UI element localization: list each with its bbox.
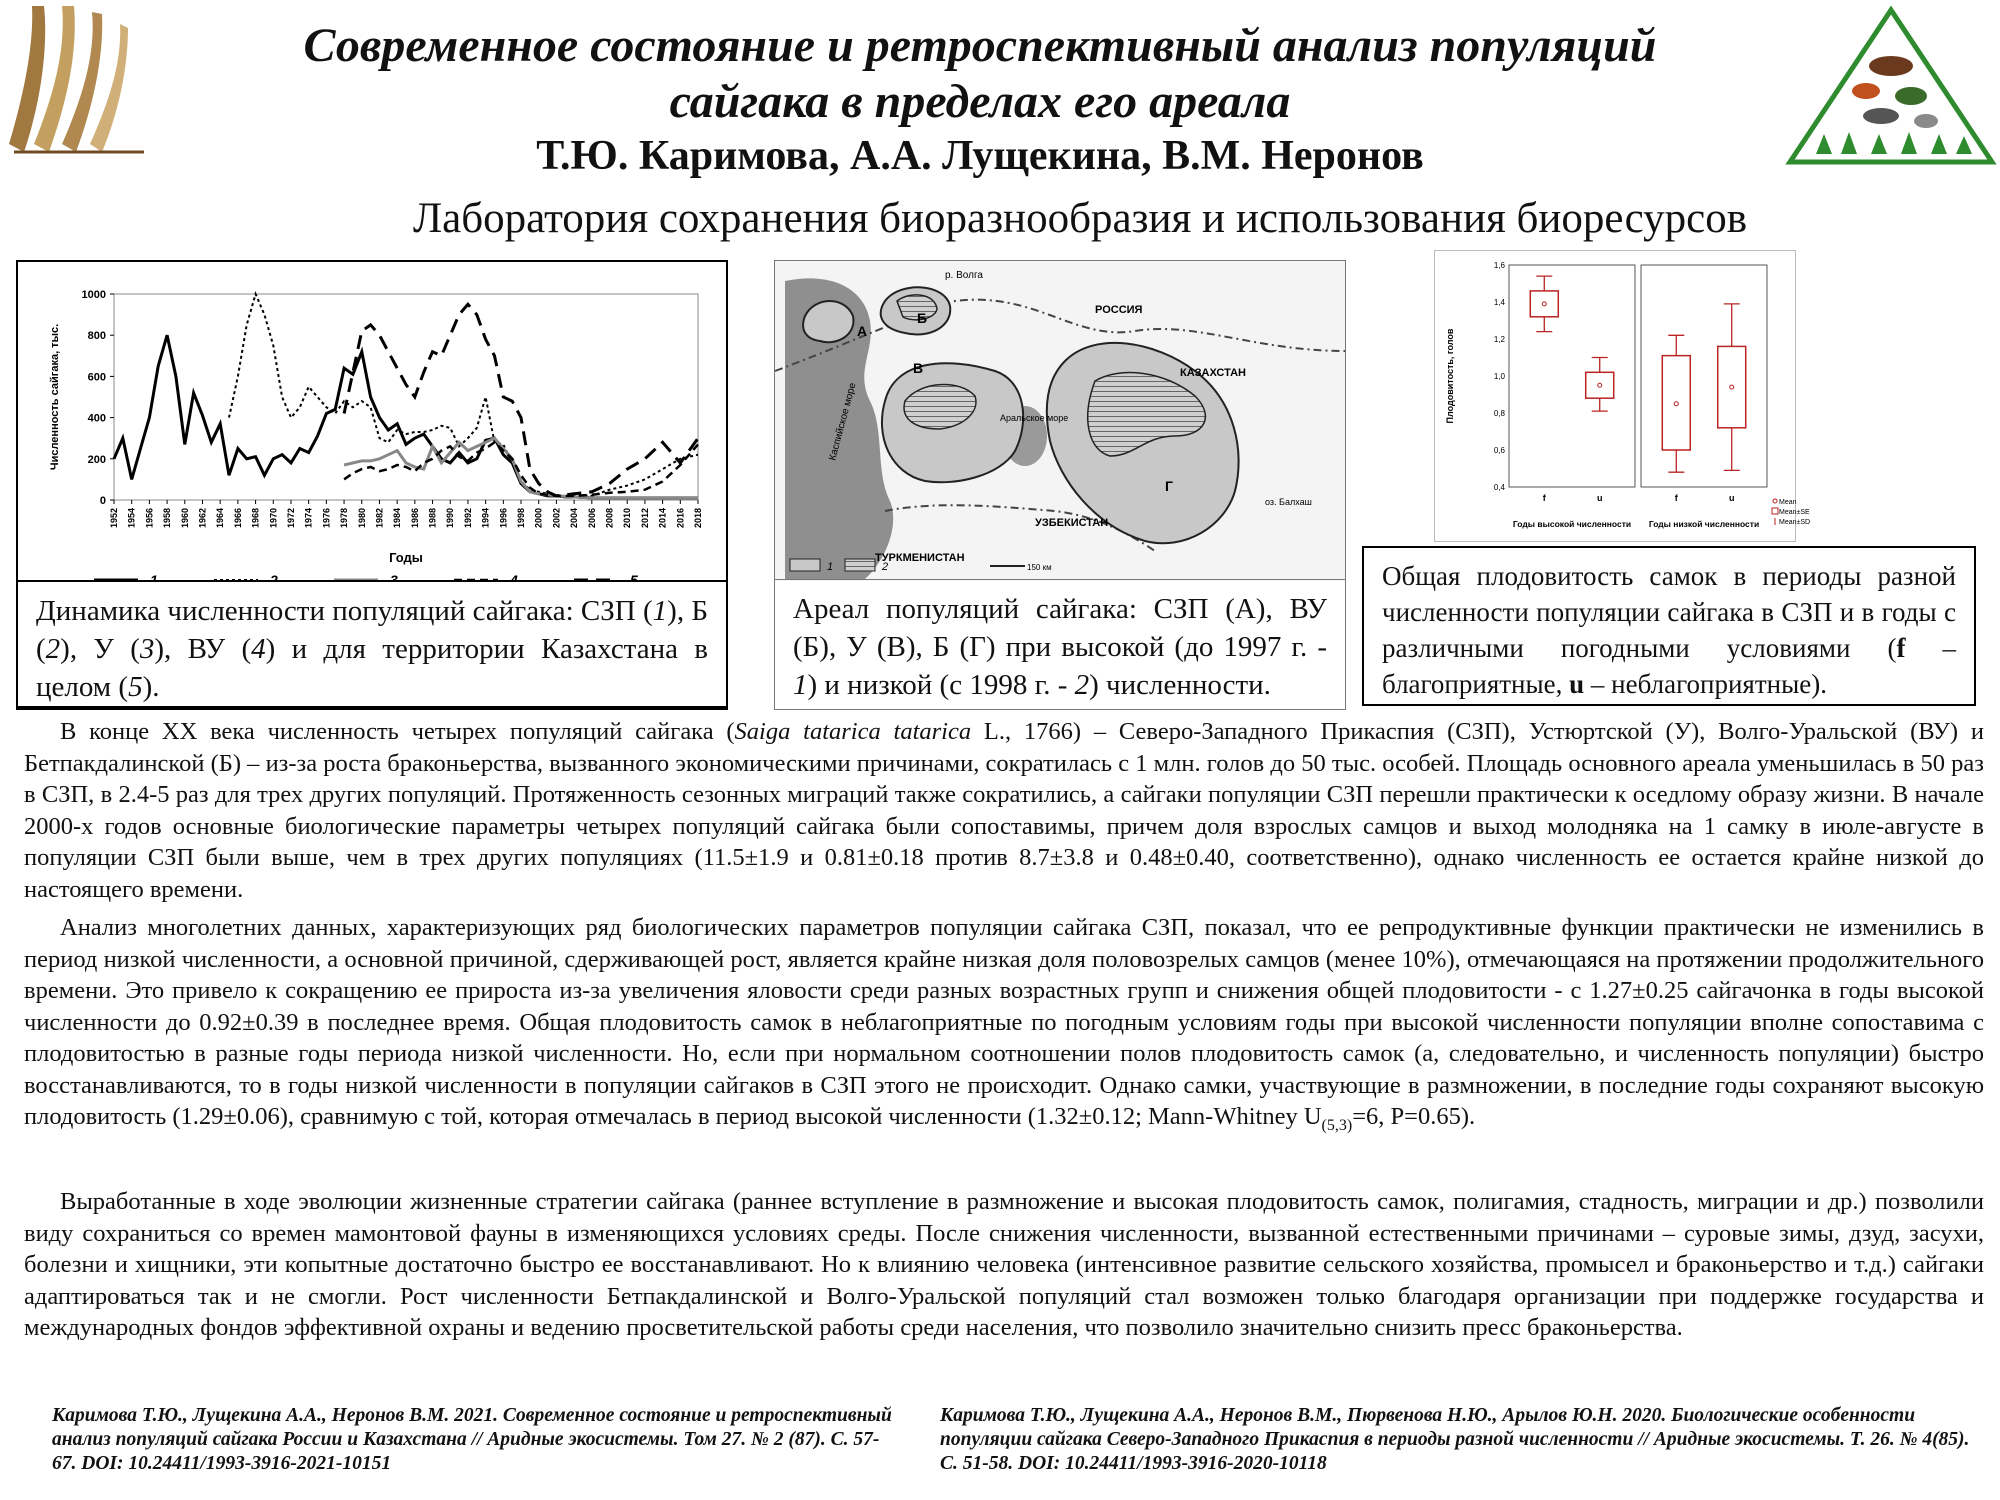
x-tick-label: 1986 — [409, 508, 420, 529]
y-tick-label: 400 — [87, 412, 106, 425]
x-axis-label: Годы — [389, 550, 423, 565]
box-panel-label: Годы низкой численности — [1648, 519, 1760, 529]
box-group-label: f — [1542, 493, 1546, 503]
x-tick-label: 2002 — [551, 508, 562, 529]
y-tick-label: 600 — [87, 371, 106, 384]
x-tick-label: 1968 — [250, 508, 261, 529]
map-label-B: Б — [917, 310, 928, 326]
map-label-kazakhstan: КАЗАХСТАН — [1180, 367, 1246, 379]
map-label-turkmenistan: ТУРКМЕНИСТАН — [875, 552, 965, 564]
map-label-caspian: Каспийское море — [827, 381, 859, 462]
box-y-tick-label: 1,6 — [1493, 261, 1505, 270]
x-tick-label: 2004 — [569, 508, 580, 529]
x-tick-label: 1990 — [445, 508, 456, 529]
map-panel — [774, 260, 1346, 710]
map-scale: 150 км — [1027, 563, 1052, 572]
legend-se: Mean±SE — [1779, 509, 1810, 516]
y-axis-label: Численность сайгака, тыс. — [49, 323, 61, 471]
box-y-tick-label: 1,4 — [1493, 298, 1505, 307]
x-tick-label: 1966 — [232, 508, 243, 529]
boxplot-panel — [1434, 250, 1811, 542]
series-line-1 — [114, 335, 698, 498]
x-tick-label: 1960 — [179, 508, 190, 529]
x-tick-label: 2018 — [693, 508, 703, 529]
y-tick-label: 1000 — [81, 289, 106, 301]
right-logo — [1786, 6, 1996, 166]
x-tick-label: 1992 — [462, 508, 473, 529]
box-y-tick-label: 0,4 — [1493, 483, 1505, 492]
chart1-caption: Динамика численности популяций сайгака: СЗП (1), Б (2), У (3), ВУ (4) и для территории Казахстана в целом (5). — [36, 595, 708, 703]
box-se — [1530, 291, 1558, 317]
poster-title — [200, 18, 1760, 130]
legend-sd: Mean±SD — [1779, 519, 1811, 526]
left-logo — [4, 4, 154, 154]
title-line-2: сайгака в пределах его ареала — [669, 75, 1291, 128]
map-label-aral: Аральское море — [1000, 413, 1069, 423]
lab-name: Лаборатория сохранения биоразнообразия и использования биоресурсов — [412, 195, 1747, 242]
x-tick-label: 1998 — [516, 507, 527, 529]
map-label-volga: р. Волга — [945, 270, 983, 281]
title-line-1: Современное состояние и ретроспективный анализ популяций — [303, 19, 1657, 72]
map-label-uzbekistan: УЗБЕКИСТАН — [1035, 517, 1109, 529]
map-legend-1: 1 — [827, 561, 834, 573]
x-tick-label: 1954 — [126, 508, 137, 529]
reference-right: Каримова Т.Ю., Лущекина А.А., Неронов В.М., Пюрвенова Н.Ю., Арылов Ю.Н. 2020. Биологические особенности популяции сайгака Северо-Западного Прикаспия в периоды разной численности // Аридные экосистемы. Т. 26. № 4(85). С. 51-58. DOI: 10.24411/1993-3916-2020-10118 — [940, 1405, 1970, 1474]
y-tick-label: 200 — [87, 453, 106, 466]
boxplot-caption-box — [1362, 546, 1976, 706]
y-tick-label: 0 — [99, 495, 106, 507]
x-tick-label: 1994 — [480, 508, 491, 529]
map-label-russia: РОССИЯ — [1095, 304, 1143, 316]
boxplot-caption: Общая плодовитость самок в периоды разной численности популяции сайгака в СЗП и в годы с различными погодными условиями (f – благоприятные, u – неблагоприятные). — [1382, 561, 1956, 699]
x-tick-label: 2006 — [586, 508, 597, 529]
authors: Т.Ю. Каримова, А.А. Лущекина, В.М. Неронов — [536, 133, 1424, 179]
paragraph-3: Выработанные в ходе эволюции жизненные стратегии сайгака (раннее вступление в размножение и высокая плодовитость самок, полигамия, стадность, миграции и др.) позволили виду сохраниться со времен мамонтовой фауны в изменяющихся условиях среды. После снижения численности, вызванной естественными причинами – суровые зимы, дзуд, засухи, болезни и хищники, эти копытные достаточно быстро ее восстанавливают. Но к влиянию человека (интенсивное развитие сельского хозяйства, промысел и браконьерство и т.д.) сайгаки адаптироваться так и не смогли. Рост численности Бетпакдалинской и Волго-Уральской популяций стал возможен только благодаря организации при поддержке государства и международных фондов эффективной охраны и ведению просветительской работы среди населения, что позволило значительно снизить пресс браконьерства. — [24, 1188, 1984, 1341]
map-caption: Ареал популяций сайгака: СЗП (А), ВУ (Б), У (В), Б (Г) при высокой (до 1997 г. - 1) и низкой (с 1998 г. - 2) численности. — [775, 579, 1345, 714]
reference-left: Каримова Т.Ю., Лущекина А.А., Неронов В.М. 2021. Современное состояние и ретроспективный анализ популяций сайгака России и Казахстана // Аридные экосистемы. Том 27. № 2 (87). С. 57-67. DOI: 10.24411/1993-3916-2021-10151 — [52, 1405, 892, 1474]
map-label-balkhash: оз. Балхаш — [1265, 497, 1312, 507]
legend-mean: Mean — [1779, 499, 1797, 506]
x-tick-label: 1996 — [498, 508, 509, 529]
box-y-label: Плодовитость, голов — [1445, 328, 1455, 424]
legend-se-marker — [1772, 508, 1778, 514]
box-panel-label: Годы высокой численности — [1512, 519, 1632, 529]
box-y-tick-label: 1,0 — [1493, 372, 1505, 381]
box-panel-frame — [1509, 265, 1635, 487]
x-tick-label: 1984 — [392, 508, 403, 529]
box-y-tick-label: 0,8 — [1493, 409, 1505, 418]
plot-area — [114, 294, 698, 500]
x-tick-label: 1982 — [374, 508, 385, 529]
x-tick-label: 1958 — [162, 508, 173, 529]
x-tick-label: 2012 — [639, 508, 650, 529]
box-group-label: u — [1596, 493, 1603, 503]
y-tick-label: 800 — [87, 330, 106, 343]
box-panel-frame — [1641, 265, 1767, 487]
x-tick-label: 1972 — [285, 508, 296, 529]
paragraph-2: Анализ многолетних данных, характеризующих ряд биологических параметров популяции сайгака СЗП, показал, что ее репродуктивные функции практически не изменились в период низкой численности, а основной причиной, сдерживающей рост, является крайне низкая доля половозрелых самцов (менее 10%), отмечающаяся на протяжении продолжительного времени. Это привело к сокращению ее прироста из-за увеличения яловости среди разных возрастных групп и снижения общей плодовитости - с 1.27±0.25 сайгачонка в годы высокой численности до 0.92±0.39 в последнее время. Общая плодовитость самок в неблагоприятные по погодным условиям годы при высокой численности популяции вполне сопоставима с плодовитостью в разные годы периода низкой численности. Но, если при нормальном соотношении полов плодовитость самок (а, следовательно, и численность популяции) быстро восстанавливаются, то в годы низкой численности в популяции сайгаков в СЗП этого не происходит. Однако самки, участвующие в размножении, в последние годы сохраняют высокую плодовитость (1.29±0.06), сравнимую с той, которая отмечалась в период высокой численности (1.32±0.12; Mann-Whitney $U_{(5,3)}=6$, P=0.65). — [24, 914, 1984, 1134]
fertility-boxplot — [1435, 251, 1811, 541]
x-tick-label: 1964 — [215, 508, 226, 529]
box-se — [1586, 372, 1614, 398]
series-line-2 — [229, 294, 698, 496]
x-tick-label: 1976 — [321, 508, 332, 529]
box-group-label: u — [1728, 493, 1735, 503]
series-line-5 — [344, 304, 698, 496]
range-A — [803, 301, 853, 342]
x-tick-label: 1978 — [339, 508, 350, 529]
x-tick-label: 2016 — [675, 508, 686, 529]
box-se — [1662, 356, 1690, 450]
x-tick-label: 2014 — [657, 508, 668, 529]
range-map — [775, 261, 1345, 581]
chart1-caption-box — [16, 580, 728, 708]
map-label-V: В — [913, 360, 924, 376]
x-tick-label: 1974 — [303, 508, 314, 529]
map-label-G: Г — [1165, 478, 1173, 494]
box-y-tick-label: 0,6 — [1493, 446, 1505, 455]
box-group-label: f — [1674, 493, 1678, 503]
x-tick-label: 2010 — [622, 508, 633, 529]
x-tick-label: 1980 — [356, 508, 367, 529]
x-tick-label: 1956 — [144, 508, 155, 529]
x-tick-label: 1970 — [268, 508, 279, 529]
paragraph-1: В конце XX века численность четырех популяций сайгака (Saiga tatarica tatarica L., 1766) – Северо-Западного Прикаспия (СЗП), Устюртской (У), Волго-Уральской (ВУ) и Бетпакдалинской (Б) – из-за роста браконьерства, вызванного экономическими причинами, сократилась с 1 млн. голов до 50 тыс. особей. Площадь основного ареала уменьшилась в 50 раз в СЗП, в 2.4-5 раз для трех других популяций. Протяженность сезонных миграций также сократились, а сайгаки популяции СЗП перешли практически к оседлому образу жизни. В начале 2000-х годов основные биологические параметры четырех популяций сайгака были сопоставимы, причем доля взрослых самцов и выход молодняка на 1 самку в июле-августе в популяции СЗП были выше, чем в трех других популяциях (11.5±1.9 и 0.81±0.18 против 8.7±3.8 и 0.48±0.40, соответственно), однако численность ее остается крайне низкой до настоящего времени. — [24, 718, 1984, 903]
legend-mean-marker — [1773, 499, 1777, 503]
x-tick-label: 2008 — [604, 508, 615, 529]
x-tick-label: 2000 — [533, 508, 544, 529]
box-y-tick-label: 1,2 — [1493, 335, 1505, 344]
x-tick-label: 1988 — [427, 508, 438, 529]
map-label-A: А — [857, 323, 868, 339]
x-tick-label: 1952 — [109, 508, 119, 529]
x-tick-label: 1962 — [197, 508, 208, 529]
box-se — [1718, 346, 1746, 427]
map-legend-2: 2 — [882, 561, 889, 573]
